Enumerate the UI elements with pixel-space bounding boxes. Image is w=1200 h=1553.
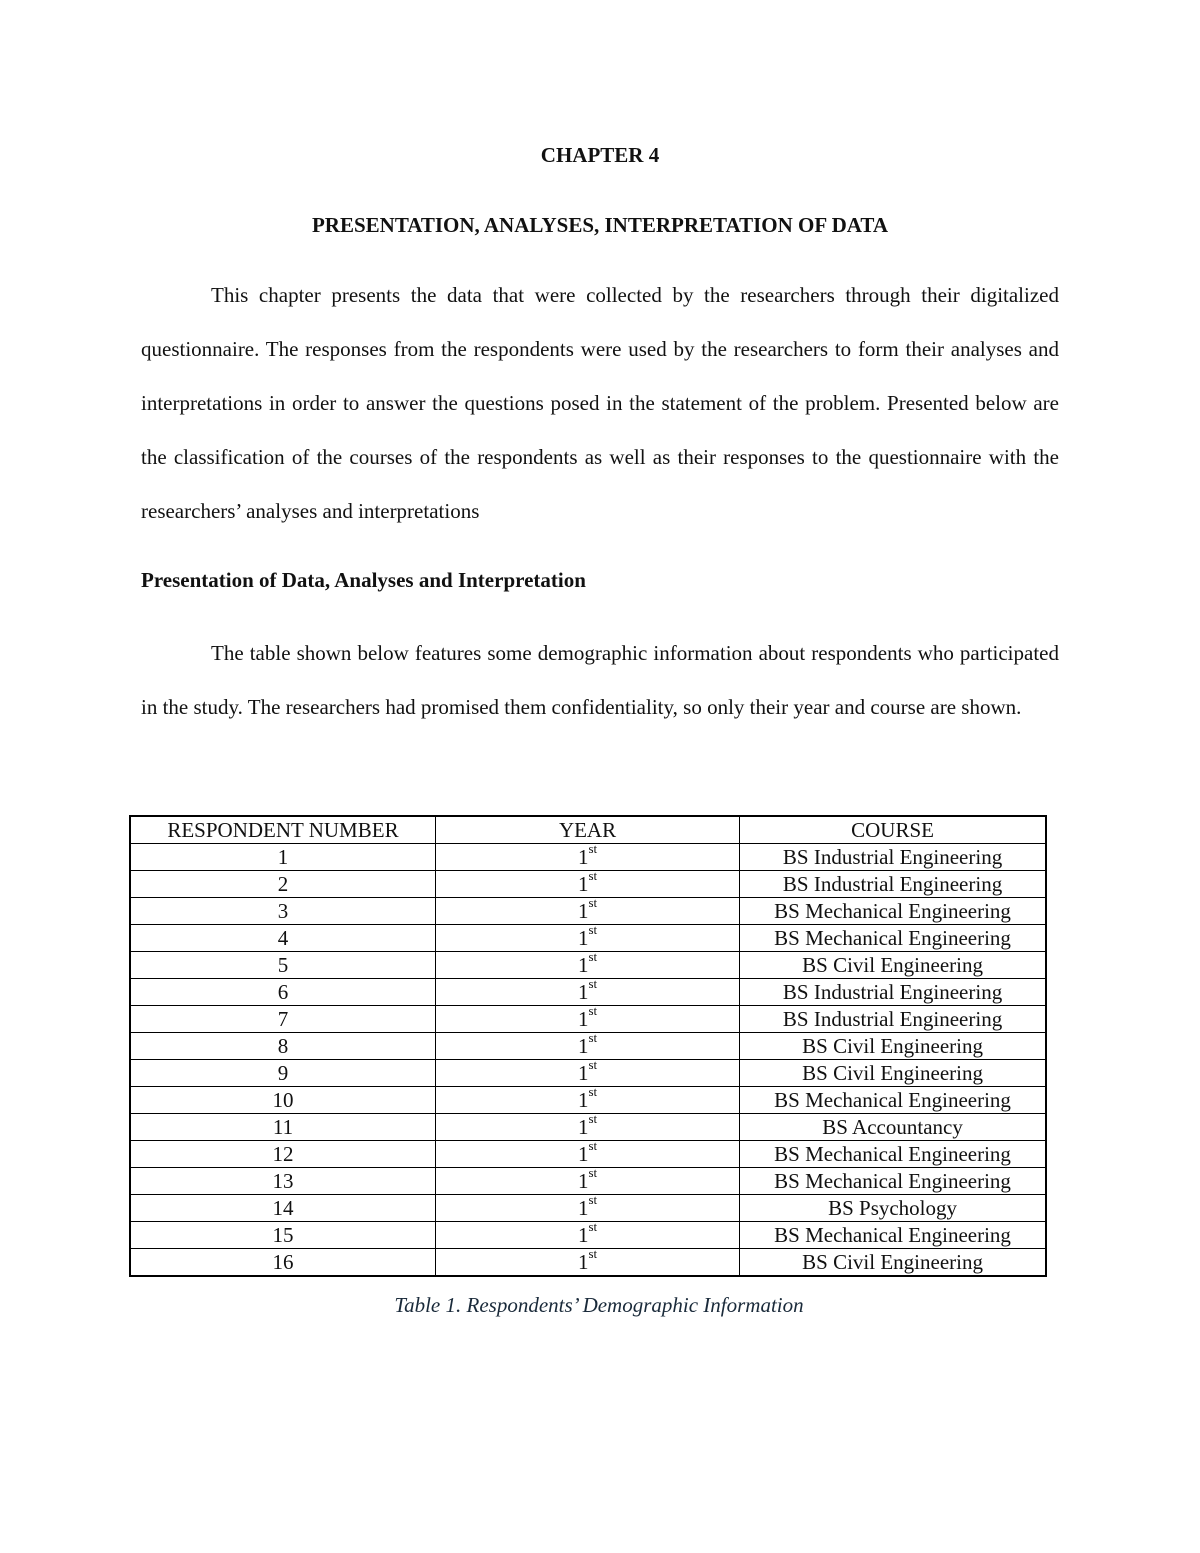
year-cell <box>435 895 739 925</box>
respondent-number-cell: 5 <box>130 952 435 979</box>
year-ordinal-suffix: st <box>588 868 598 883</box>
table-row <box>130 1141 1046 1168</box>
respondent-number-cell: 7 <box>130 1006 435 1033</box>
table-row <box>130 844 1046 871</box>
table-row <box>130 1249 1046 1277</box>
table-row <box>130 952 1046 979</box>
section-heading: Presentation of Data, Analyses and Interpretation <box>141 568 586 592</box>
year-cell <box>435 1030 739 1060</box>
respondent-number-cell: 13 <box>130 1168 435 1195</box>
header-course: COURSE <box>740 816 1046 844</box>
year-cell <box>435 1192 739 1222</box>
table-caption: Table 1. Respondents’ Demographic Information <box>394 1293 804 1317</box>
course-cell: BS Industrial Engineering <box>740 1006 1046 1033</box>
year-cell <box>435 976 739 1006</box>
respondent-number-cell: 16 <box>130 1249 435 1277</box>
table-row <box>130 1006 1046 1033</box>
year-ordinal-suffix: st <box>588 1057 598 1072</box>
respondent-number-cell: 6 <box>130 979 435 1006</box>
table-row <box>130 1222 1046 1249</box>
respondent-number-cell: 1 <box>130 844 435 871</box>
course-cell: BS Industrial Engineering <box>740 871 1046 898</box>
year-value: 1 <box>577 926 589 950</box>
table-row <box>130 1195 1046 1222</box>
respondent-number-cell: 14 <box>130 1195 435 1222</box>
header-year: YEAR <box>435 816 739 844</box>
year-value: 1 <box>577 1034 589 1058</box>
respondent-number-cell: 2 <box>130 871 435 898</box>
year-cell <box>435 1165 739 1195</box>
course-cell: BS Mechanical Engineering <box>740 1168 1046 1195</box>
year-value: 1 <box>577 1142 589 1166</box>
year-value: 1 <box>577 1223 589 1247</box>
year-value: 1 <box>577 980 589 1004</box>
year-ordinal-suffix: st <box>588 1084 598 1099</box>
course-cell: BS Mechanical Engineering <box>740 925 1046 952</box>
table-row <box>130 1087 1046 1114</box>
year-ordinal-suffix: st <box>588 1003 598 1018</box>
year-ordinal-suffix: st <box>588 1192 598 1207</box>
course-cell: BS Civil Engineering <box>740 1249 1046 1277</box>
table-row <box>130 979 1046 1006</box>
table-body <box>130 841 1046 1277</box>
year-value: 1 <box>577 1115 589 1139</box>
course-cell: BS Industrial Engineering <box>740 844 1046 871</box>
header-respondent-number: RESPONDENT NUMBER <box>130 816 435 844</box>
chapter-number: CHAPTER 4 <box>540 143 660 167</box>
respondent-number-cell: 3 <box>130 898 435 925</box>
table-row <box>130 1168 1046 1195</box>
year-value: 1 <box>577 1250 589 1274</box>
year-value: 1 <box>577 899 589 923</box>
year-cell <box>435 1003 739 1033</box>
year-ordinal-suffix: st <box>588 1138 598 1153</box>
course-cell: BS Accountancy <box>740 1114 1046 1141</box>
table-row <box>130 1033 1046 1060</box>
year-value: 1 <box>577 1196 589 1220</box>
table-row <box>130 1114 1046 1141</box>
course-cell: BS Civil Engineering <box>740 1060 1046 1087</box>
year-cell <box>435 922 739 952</box>
course-cell: BS Mechanical Engineering <box>740 1141 1046 1168</box>
year-ordinal-suffix: st <box>588 1246 598 1261</box>
year-cell <box>435 1057 739 1087</box>
year-cell <box>435 949 739 979</box>
year-value: 1 <box>577 1007 589 1031</box>
respondent-number-cell: 9 <box>130 1060 435 1087</box>
respondent-number-cell: 12 <box>130 1141 435 1168</box>
year-ordinal-suffix: st <box>588 1111 598 1126</box>
year-value: 1 <box>577 1061 589 1085</box>
table-row <box>130 925 1046 952</box>
course-cell: BS Civil Engineering <box>740 952 1046 979</box>
demographic-table <box>129 815 1047 1277</box>
year-cell <box>435 1084 739 1114</box>
year-ordinal-suffix: st <box>588 949 598 964</box>
year-ordinal-suffix: st <box>588 922 598 937</box>
year-value: 1 <box>577 845 589 869</box>
course-cell: BS Mechanical Engineering <box>740 1222 1046 1249</box>
course-cell: BS Civil Engineering <box>740 1033 1046 1060</box>
chapter-title: PRESENTATION, ANALYSES, INTERPRETATION OF DATA <box>311 213 889 237</box>
table-intro-paragraph: The table shown below features some demographic information about respondents who participated in the study. The researchers had promised them confidentiality, so only their year and course are shown. <box>141 641 1059 719</box>
respondent-number-cell: 4 <box>130 925 435 952</box>
year-ordinal-suffix: st <box>588 1165 598 1180</box>
intro-paragraph: This chapter presents the data that were collected by the researchers through their digitalized questionnaire. The responses from the respondents were used by the researchers to form their analyses and interpretations in order to answer the questions posed in the statement of the problem. Presented below are the classification of the courses of the respondents as well as their responses to the questionnaire with the researchers’ analyses and interpretations <box>141 283 1059 523</box>
year-cell <box>435 841 739 871</box>
respondent-number-cell: 10 <box>130 1087 435 1114</box>
year-cell <box>435 1111 739 1141</box>
year-value: 1 <box>577 1088 589 1112</box>
year-value: 1 <box>577 872 589 896</box>
year-cell <box>435 868 739 898</box>
year-value: 1 <box>577 953 589 977</box>
respondent-number-cell: 8 <box>130 1033 435 1060</box>
year-cell <box>435 1219 739 1249</box>
course-cell: BS Psychology <box>740 1195 1046 1222</box>
table-row <box>130 871 1046 898</box>
course-cell: BS Mechanical Engineering <box>740 898 1046 925</box>
year-ordinal-suffix: st <box>588 1219 598 1234</box>
course-cell: BS Industrial Engineering <box>740 979 1046 1006</box>
course-cell: BS Mechanical Engineering <box>740 1087 1046 1114</box>
year-cell <box>435 1138 739 1168</box>
table-header-row <box>130 816 1046 844</box>
year-ordinal-suffix: st <box>588 976 598 991</box>
respondent-number-cell: 15 <box>130 1222 435 1249</box>
year-ordinal-suffix: st <box>588 895 598 910</box>
year-cell <box>435 1246 739 1277</box>
year-ordinal-suffix: st <box>588 841 598 856</box>
respondent-number-cell: 11 <box>130 1114 435 1141</box>
year-value: 1 <box>577 1169 589 1193</box>
year-ordinal-suffix: st <box>588 1030 598 1045</box>
table-row <box>130 1060 1046 1087</box>
table-row <box>130 898 1046 925</box>
